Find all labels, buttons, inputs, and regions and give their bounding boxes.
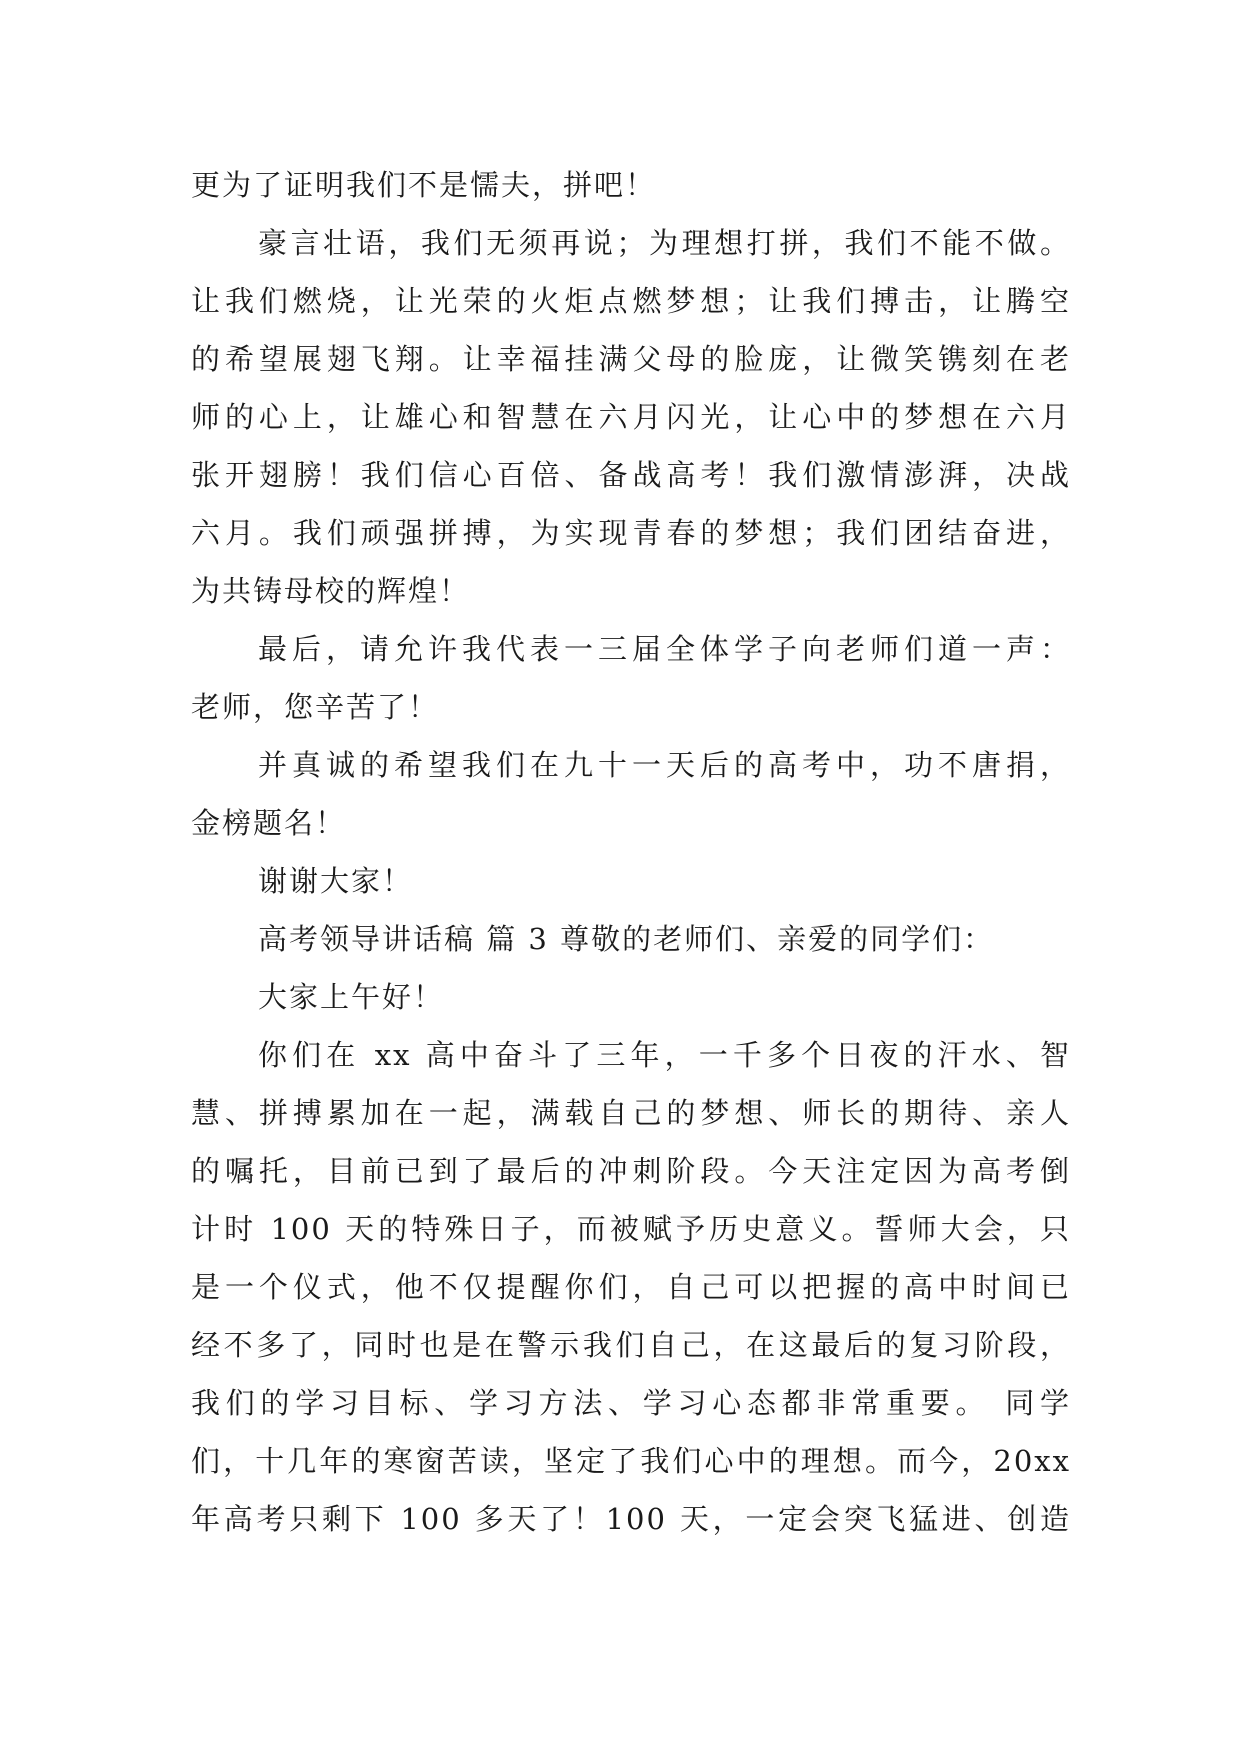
text-line: 最后，请允许我代表一三届全体学子向老师们道一声： [258, 632, 1071, 666]
text-line: 师的心上，让雄心和智慧在六月闪光，让心中的梦想在六月 [191, 400, 1071, 434]
text-line: 为共铸母校的辉煌！ [191, 574, 471, 608]
text-line: 年高考只剩下 100 多天了！100 天，一定会突飞猛进、创造 [191, 1502, 1071, 1536]
text-line: 更为了证明我们不是懦夫，拼吧！ [191, 168, 657, 202]
text-line: 是一个仪式，他不仅提醒你们，自己可以把握的高中时间已 [191, 1270, 1071, 1304]
text-line: 张开翅膀！我们信心百倍、备战高考！我们激情澎湃，决战 [191, 458, 1071, 492]
text-line: 高考领导讲话稿 篇 3 尊敬的老师们、亲爱的同学们： [258, 922, 995, 956]
document-body [191, 156, 1071, 1548]
text-line: 老师，您辛苦了！ [191, 690, 440, 724]
text-line: 们，十几年的寒窗苦读，坚定了我们心中的理想。而今，20xx [191, 1444, 1071, 1478]
text-line: 的希望展翅飞翔。让幸福挂满父母的脸庞，让微笑镌刻在老 [191, 342, 1071, 376]
text-line: 你们在 xx 高中奋斗了三年，一千多个日夜的汗水、智 [258, 1038, 1071, 1072]
text-line: 让我们燃烧，让光荣的火炬点燃梦想；让我们搏击，让腾空 [191, 284, 1071, 318]
text-line: 豪言壮语，我们无须再说；为理想打拼，我们不能不做。 [258, 226, 1071, 260]
text-line: 的嘱托，目前已到了最后的冲刺阶段。今天注定因为高考倒 [191, 1154, 1071, 1188]
text-line: 并真诚的希望我们在九十一天后的高考中，功不唐捐， [258, 748, 1071, 782]
text-line: 慧、拼搏累加在一起，满载自己的梦想、师长的期待、亲人 [191, 1096, 1071, 1130]
text-line: 计时 100 天的特殊日子，而被赋予历史意义。誓师大会，只 [191, 1212, 1071, 1246]
text-line: 谢谢大家！ [258, 864, 414, 898]
text-line: 我们的学习目标、学习方法、学习心态都非常重要。 同学 [191, 1386, 1071, 1420]
text-line: 六月。我们顽强拼搏，为实现青春的梦想；我们团结奋进， [191, 516, 1071, 550]
text-line: 经不多了，同时也是在警示我们自己，在这最后的复习阶段， [191, 1328, 1071, 1362]
text-line: 大家上午好！ [258, 980, 445, 1014]
text-line: 金榜题名！ [191, 806, 347, 840]
